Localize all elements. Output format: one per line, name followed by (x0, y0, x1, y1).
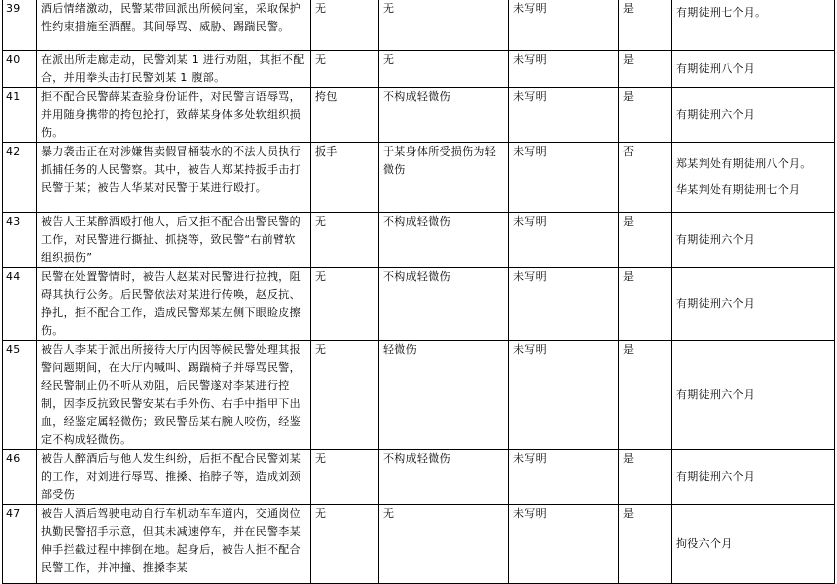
injury-cell: 轻微伤 (379, 340, 509, 449)
table-row (3, 267, 835, 340)
case-number-cell: 40 (3, 50, 37, 87)
sentence-text: 有期徒刑六个月 (676, 232, 756, 246)
case-facts-cell: 被告人李某于派出所接待大厅内因等候民警处理其报警问题期间，在大厅内喊叫、踢踹椅子并辱骂民警，经民警制止仍不听从劝阻，后民警遂对李某进行控制，因李反抗致民警安某右手外伤、右手中指甲下出血，经鉴定属轻微伤；致民警岳某右腕人咬伤，经鉴定不构成轻微伤。 (37, 340, 311, 449)
case-facts-cell: 被告人王某醉酒殴打他人，后又拒不配合出警民警的工作，对民警进行撕扯、抓挠等，致民警“右前臂软组织损伤” (37, 212, 311, 267)
case-facts-cell: 酒后情绪激动，民警某带回派出所候问室，采取保护性约束措施至酒醒。其间辱骂、威胁、踢踹民警。 (37, 0, 311, 50)
sentence-text: 有期徒刑七个月。 (676, 6, 767, 19)
table-row (3, 212, 835, 267)
sentence-cell (672, 267, 835, 340)
injury-cell: 不构成轻微伤 (379, 449, 509, 504)
weapon-cell: 无 (311, 0, 379, 50)
damage-cell: 未写明 (509, 50, 619, 87)
damage-cell: 未写明 (509, 0, 619, 50)
case-number-cell: 42 (3, 142, 37, 212)
weapon-cell: 扳手 (311, 142, 379, 212)
injury-cell: 不构成轻微伤 (379, 212, 509, 267)
case-number-cell: 39 (3, 0, 37, 50)
weapon-cell: 无 (311, 267, 379, 340)
case-facts-cell: 在派出所走廊走动，民警刘某 1 进行劝阻，其拒不配合，并用拳头击打民警刘某 1 腹部。 (37, 50, 311, 87)
table-row (3, 50, 835, 87)
weapon-cell: 无 (311, 449, 379, 504)
sentence-text: 有期徒刑八个月 (676, 61, 756, 75)
sentence-cell (672, 212, 835, 267)
case-facts-cell: 被告人醉酒后与他人发生纠纷，后拒不配合民警刘某的工作，对刘进行辱骂、推搡、掐脖子等，造成刘颈部受伤 (37, 449, 311, 504)
sentence-cell (672, 142, 835, 212)
custody-cell: 是 (619, 87, 672, 142)
weapon-cell: 无 (311, 50, 379, 87)
custody-cell: 是 (619, 267, 672, 340)
sentence-text: 有期徒刑六个月 (676, 387, 756, 401)
damage-cell: 未写明 (509, 142, 619, 212)
case-facts-cell: 暴力袭击正在对涉嫌售卖假冒桶装水的不法人员执行抓捕任务的人民警察。其中，被告人郑某持扳手击打民警于某；被告人华某对民警于某进行殴打。 (37, 142, 311, 212)
injury-cell: 于某身体所受损伤为轻微伤 (379, 142, 509, 212)
custody-cell: 是 (619, 449, 672, 504)
damage-cell: 未写明 (509, 212, 619, 267)
case-number-cell: 45 (3, 340, 37, 449)
case-table (2, 0, 835, 584)
case-number-cell: 46 (3, 449, 37, 504)
injury-cell: 不构成轻微伤 (379, 87, 509, 142)
weapon-cell: 无 (311, 340, 379, 449)
sentence-cell (672, 449, 835, 504)
sentence-text: 有期徒刑六个月 (676, 296, 756, 310)
case-facts-cell: 被告人酒后驾驶电动自行车机动车车道内，交通岗位执勤民警招手示意，但其未减速停车，并在民警李某伸手拦截过程中摔倒在地。起身后，被告人拒不配合民警工作，并冲撞、推搡李某 (37, 504, 311, 583)
injury-cell: 无 (379, 0, 509, 50)
sentence-text: 郑某判处有期徒刑八个月。 (676, 157, 812, 170)
case-number-cell: 41 (3, 87, 37, 142)
weapon-cell: 无 (311, 504, 379, 583)
damage-cell: 未写明 (509, 267, 619, 340)
sentence-text: 拘役六个月 (676, 536, 733, 550)
sentence-cell (672, 50, 835, 87)
table-row (3, 0, 835, 50)
damage-cell: 未写明 (509, 340, 619, 449)
custody-cell: 是 (619, 340, 672, 449)
damage-cell: 未写明 (509, 504, 619, 583)
sentence-cell (672, 340, 835, 449)
custody-cell: 是 (619, 212, 672, 267)
case-number-cell: 47 (3, 504, 37, 583)
injury-cell: 无 (379, 504, 509, 583)
custody-cell: 是 (619, 50, 672, 87)
table-row (3, 504, 835, 583)
table-row (3, 142, 835, 212)
damage-cell: 未写明 (509, 449, 619, 504)
case-facts-cell: 拒不配合民警薛某查验身份证件，对民警言语辱骂，并用随身携带的挎包抡打，致薛某身体多处软组织损伤。 (37, 87, 311, 142)
injury-cell: 不构成轻微伤 (379, 267, 509, 340)
custody-cell: 是 (619, 504, 672, 583)
weapon-cell: 无 (311, 212, 379, 267)
table-row (3, 340, 835, 449)
sentence-text: 华某判处有期徒刑七个月 (676, 183, 801, 196)
injury-cell: 无 (379, 50, 509, 87)
table-row (3, 87, 835, 142)
sentence-cell (672, 504, 835, 583)
custody-cell: 否 (619, 142, 672, 212)
weapon-cell: 挎包 (311, 87, 379, 142)
sentence-text: 有期徒刑六个月 (676, 107, 756, 121)
table-row (3, 449, 835, 504)
damage-cell: 未写明 (509, 87, 619, 142)
sentence-cell (672, 0, 835, 50)
sentence-text: 有期徒刑六个月 (676, 469, 756, 483)
case-number-cell: 43 (3, 212, 37, 267)
case-number-cell: 44 (3, 267, 37, 340)
sentence-cell (672, 87, 835, 142)
custody-cell: 是 (619, 0, 672, 50)
case-facts-cell: 民警在处置警情时，被告人赵某对民警进行拉拽，阻碍其执行公务。后民警依法对某进行传唤，赵反抗、挣扎，拒不配合工作，造成民警郑某左侧下眼睑皮擦伤。 (37, 267, 311, 340)
